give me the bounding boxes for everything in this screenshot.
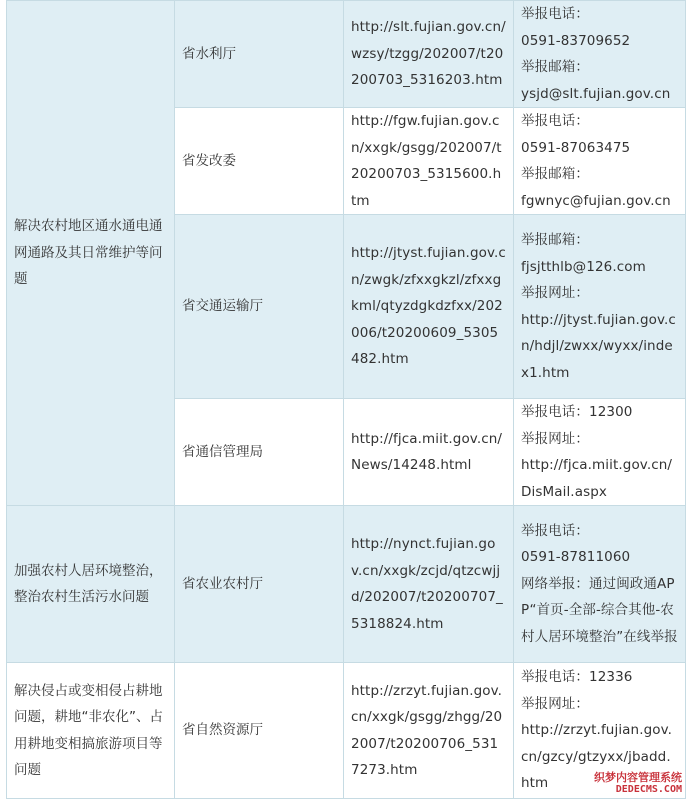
report-table	[6, 0, 686, 799]
contact-line: 举报邮箱：	[521, 166, 589, 182]
contact-cell	[514, 108, 686, 215]
url-cell: http://nynct.fujian.gov.cn/xxgk/zcjd/qtzcwjjd/202007/t20200707_5318824.htm	[344, 506, 514, 663]
watermark-domain: DEDECMS.COM	[615, 784, 682, 795]
contact-line: 举报邮箱：	[521, 232, 589, 248]
contact-line: 0591-87063475	[521, 139, 631, 156]
url-cell: http://jtyst.fujian.gov.cn/zwgk/zfxxgkzl/zfxxgkml/qtyzdgkdzfxx/202006/t20200609_5305482.htm	[344, 215, 514, 399]
contact-line: 举报网址：	[521, 430, 589, 447]
issue-cell: 解决农村地区通水通电通网通路及其日常维护等问题	[7, 1, 175, 506]
contact-line: http://fjca.miit.gov.cn/DisMail.aspx	[521, 457, 673, 500]
contact-line: 0591-87811060	[521, 549, 631, 566]
contact-cell	[514, 506, 686, 663]
department-cell: 省水利厅	[175, 1, 344, 108]
department-cell: 省农业农村厅	[175, 506, 344, 663]
table-row	[7, 1, 686, 108]
contact-line: http://zrzyt.fujian.gov.cn/gzcy/gtzyxx/jbadd.htm	[521, 722, 673, 792]
contact-line: 举报电话：12336	[521, 669, 633, 686]
contact-line: fgwnyc@fujian.gov.cn	[521, 192, 671, 209]
department-cell: 省交通运输厅	[175, 215, 344, 399]
contact-line: 网络举报：通过闽政通APP“首页-全部-综合其他-农村人居环境整治”在线举报	[521, 575, 678, 645]
contact-cell	[514, 1, 686, 108]
url-cell: http://fjca.miit.gov.cn/News/14248.html	[344, 399, 514, 506]
table-row	[7, 506, 686, 663]
contact-line: 举报邮箱：	[521, 59, 589, 75]
contact-line: 举报网址：	[521, 285, 589, 301]
contact-line: 0591-83709652	[521, 32, 631, 49]
contact-line: http://jtyst.fujian.gov.cn/hdjl/zwxx/wyxx/index1.htm	[521, 311, 676, 381]
contact-line: 举报电话：	[521, 6, 589, 22]
watermark-title: 织梦内容管理系统	[594, 771, 682, 784]
contact-line: 举报电话：	[521, 113, 589, 129]
department-cell: 省自然资源厅	[175, 663, 344, 799]
contact-line: 举报网址：	[521, 695, 589, 712]
contact-line: ysjd@slt.fujian.gov.cn	[521, 85, 671, 102]
contact-cell	[514, 215, 686, 399]
department-cell: 省发改委	[175, 108, 344, 215]
url-cell: http://zrzyt.fujian.gov.cn/xxgk/gsgg/zhgg/202007/t20200706_5317273.htm	[344, 663, 514, 799]
contact-cell	[514, 399, 686, 506]
contact-line: 举报电话：12300	[521, 404, 633, 420]
url-cell: http://fgw.fujian.gov.cn/xxgk/gsgg/202007/t20200703_5315600.htm	[344, 108, 514, 215]
contact-line: 举报电话：	[521, 522, 589, 539]
department-cell: 省通信管理局	[175, 399, 344, 506]
url-cell: http://slt.fujian.gov.cn/wzsy/tzgg/202007/t20200703_5316203.htm	[344, 1, 514, 108]
issue-cell: 加强农村人居环境整治，整治农村生活污水问题	[7, 506, 175, 663]
issue-cell: 解决侵占或变相侵占耕地问题，耕地“非农化”、占用耕地变相搞旅游项目等问题	[7, 663, 175, 799]
watermark-logo	[562, 772, 682, 796]
contact-line: fjsjtthlb@126.com	[521, 258, 646, 275]
